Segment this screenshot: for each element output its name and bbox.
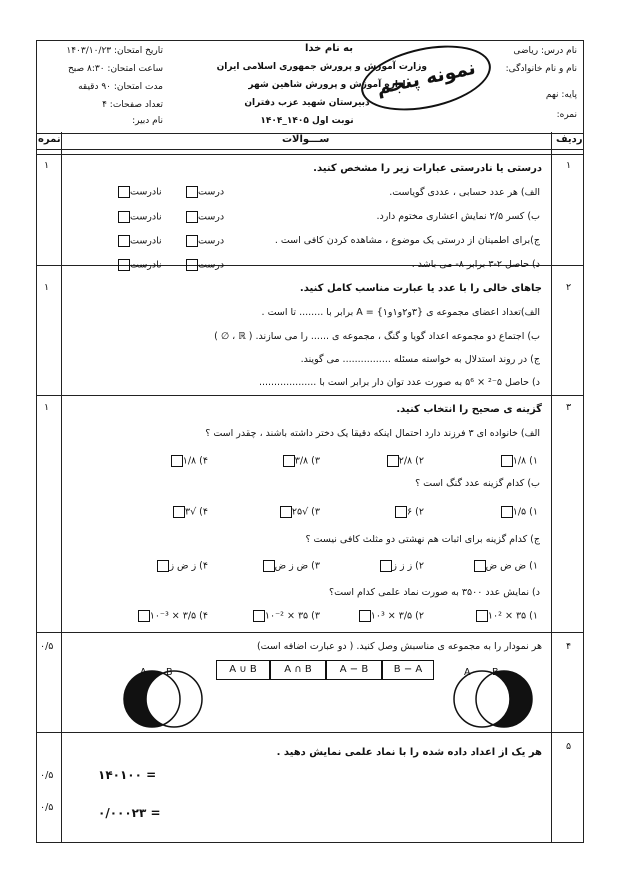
q2-item-a: الف)تعداد اعضای مجموعه ی {۳و۲و۱و۱} = A برابر با ........ تا است . <box>261 307 540 318</box>
q5-number: ۵ <box>566 741 572 752</box>
checkbox[interactable] <box>387 455 399 467</box>
q1b-false[interactable] <box>116 211 162 223</box>
ministry-name: وزارت آموزش و پرورش جمهوری اسلامی ایران <box>216 62 427 72</box>
q3-number: ۳ <box>566 402 572 413</box>
q1-item-d: د) حاصل ۲-۳ برابر ۸- می باشد . <box>411 259 540 270</box>
teacher-name-label: نام دبیر: <box>132 116 163 126</box>
q1b-true[interactable] <box>184 211 224 223</box>
checkbox[interactable] <box>280 506 292 518</box>
false-label: نادرست <box>130 235 162 247</box>
q3-score: ۱ <box>44 402 50 413</box>
option-label: ۳) ۳/۸ <box>294 455 320 467</box>
exam-date: تاریخ امتحان: ۱۴۰۳/۱۰/۲۳ <box>66 46 163 56</box>
q3c-option-4[interactable] <box>155 560 208 572</box>
false-label: نادرست <box>130 186 162 198</box>
q1-item-a: الف) هر عدد حسابی ، عددی گویاست. <box>389 187 540 198</box>
option-label: ۴) ۱/۸ <box>182 455 208 467</box>
set-union-box[interactable]: A ∪ B <box>216 660 270 680</box>
option-label: ۳) ۳۵ × ۱۰⁻² <box>264 610 320 622</box>
option-label: ۲) ۶ <box>407 506 424 518</box>
false-label: نادرست <box>130 211 162 223</box>
checkbox[interactable] <box>474 560 486 572</box>
q1-item-b: ب) کسر ۲/۵ نمایش اعشاری مختوم دارد. <box>376 211 540 222</box>
checkbox[interactable] <box>186 235 198 247</box>
bismillah: به نام خدا <box>304 43 354 54</box>
checkbox[interactable] <box>380 560 392 572</box>
q3d-option-1[interactable] <box>474 610 538 622</box>
q3c-option-2[interactable] <box>378 560 424 572</box>
q4-divider <box>37 732 583 733</box>
q3b-option-2[interactable] <box>393 506 424 518</box>
exam-session: نوبت اول ۱۴۰۵_۱۴۰۴ <box>260 116 354 126</box>
checkbox[interactable] <box>501 506 513 518</box>
set-a-minus-b-box[interactable]: A − B <box>326 660 382 680</box>
student-name-label: نام و نام خانوادگی: <box>505 64 577 74</box>
page-count: تعداد صفحات: ۴ <box>102 100 163 110</box>
q2-item-d: د) حاصل ۵⁻² × ۵⁶ به صورت عدد توان دار برابر است با ................... <box>258 377 540 388</box>
checkbox[interactable] <box>186 211 198 223</box>
venn-right-label-a: A <box>464 667 471 678</box>
exam-time: ساعت امتحان: ۸:۳۰ صبح <box>67 64 163 74</box>
checkbox[interactable] <box>138 610 150 622</box>
q1a-false[interactable] <box>116 186 162 198</box>
checkbox[interactable] <box>283 455 295 467</box>
checkbox[interactable] <box>501 455 513 467</box>
q1-item-c: ج)برای اطمینان از درستی یک موضوع ، مشاهده کردن کافی است . <box>274 235 540 246</box>
set-b-minus-a-box[interactable]: B − A <box>382 660 434 680</box>
checkbox[interactable] <box>395 506 407 518</box>
q3a-option-1[interactable] <box>499 455 538 467</box>
q3d-option-2[interactable] <box>357 610 424 622</box>
checkbox[interactable] <box>263 560 275 572</box>
checkbox[interactable] <box>476 610 488 622</box>
q4-number: ۴ <box>566 641 572 652</box>
checkbox[interactable] <box>157 560 169 572</box>
row-column-divider <box>551 132 552 842</box>
q1-title: درستی یا نادرستی عبارات زیر را مشخص کنید. <box>313 163 542 174</box>
q1-score: ۱ <box>44 160 50 171</box>
q1d-true[interactable] <box>184 259 224 271</box>
school-name: دبیرستان شهید عزب دفتران <box>244 98 370 108</box>
q3b-option-4[interactable] <box>171 506 208 518</box>
true-label: درست <box>198 235 225 247</box>
q2-score: ۱ <box>44 282 50 293</box>
option-label: ۲) ۳/۵ × ۱۰³ <box>370 610 424 622</box>
exam-header <box>36 40 584 134</box>
checkbox[interactable] <box>118 186 130 198</box>
checkbox[interactable] <box>118 235 130 247</box>
q3c-option-3[interactable] <box>261 560 320 572</box>
q5-score-2: ۰/۵ <box>40 802 54 813</box>
header-row-divider <box>37 149 583 150</box>
q3d-stem: د) نمایش عدد ۳۵۰۰ به صورت نماد علمی کدام است؟ <box>329 587 540 598</box>
grade-label: پایه: نهم <box>545 90 577 100</box>
true-label: درست <box>198 211 225 223</box>
q3a-option-3[interactable] <box>281 455 320 467</box>
set-intersection-box[interactable]: A ∩ B <box>270 660 326 680</box>
option-label: ۱) ۳۵ × ۱۰² <box>487 610 538 622</box>
checkbox[interactable] <box>118 211 130 223</box>
stamp-text: نمونه پنجم <box>374 56 478 100</box>
option-label: ۱) ض ض ض <box>485 560 538 572</box>
checkbox[interactable] <box>359 610 371 622</box>
checkbox[interactable] <box>186 186 198 198</box>
q5-number-1: ۱۴۰۱۰۰ = <box>98 768 157 782</box>
q1c-false[interactable] <box>116 235 162 247</box>
option-label: ۴) ز ض ز <box>169 560 208 572</box>
q3d-option-3[interactable] <box>251 610 320 622</box>
q2-title: جاهای خالی را با عدد یا عبارت مناسب کامل کنید. <box>299 283 542 294</box>
q4-title: هر نمودار را به مجموعه ی مناسبش وصل کنید. ( دو عبارت اضافه است) <box>256 641 542 652</box>
col-question-header: ســـوالات <box>282 134 330 145</box>
venn-left-label-a: A <box>140 667 147 678</box>
q5-score-1: ۰/۵ <box>40 770 54 781</box>
q3-title: گزینه ی صحیح را انتخاب کنید. <box>396 404 542 415</box>
true-label: درست <box>198 186 225 198</box>
venn-left-label-b: B <box>166 667 173 678</box>
checkbox[interactable] <box>253 610 265 622</box>
q2-divider <box>37 395 583 396</box>
score-column-divider <box>61 132 62 842</box>
checkbox[interactable] <box>118 259 130 271</box>
q3b-option-3[interactable] <box>278 506 320 518</box>
q2-item-b: ب) اجتماع دو مجموعه اعداد گویا و گنگ ، مجموعه ی ...... را می سازند. ( ℝ ، ∅ ) <box>214 331 540 342</box>
venn-right-label-b: B <box>492 667 499 678</box>
exam-duration: مدت امتحان: ۹۰ دقیقه <box>78 82 163 92</box>
false-label: نادرست <box>130 259 162 271</box>
q3b-stem: ب) کدام گزینه عدد گنگ است ؟ <box>415 478 540 489</box>
q1-number: ۱ <box>566 160 572 171</box>
education-office: اداره آموزش و پرورش شاهین شهر <box>248 80 406 90</box>
checkbox[interactable] <box>186 259 198 271</box>
option-label: ۱) ۱/۵ <box>512 506 538 518</box>
true-label: درست <box>198 259 225 271</box>
q3-divider <box>37 632 583 633</box>
checkbox[interactable] <box>173 506 185 518</box>
q3b-option-1[interactable] <box>499 506 538 518</box>
q3c-stem: ج) کدام گزینه برای اثبات هم نهشتی دو مثلث کافی نیست ؟ <box>305 534 540 545</box>
q1d-false[interactable] <box>116 259 162 271</box>
option-label: ۲) ۲/۸ <box>398 455 424 467</box>
q3a-option-4[interactable] <box>169 455 208 467</box>
venn-diagram-left[interactable] <box>118 665 208 729</box>
option-label: ۴) √۳ <box>185 506 208 518</box>
option-label: ۳) ض ز ض <box>274 560 320 572</box>
option-label: ۴) ۳/۵ × ۱۰⁻³ <box>149 610 208 622</box>
option-label: ۱) ۱/۸ <box>512 455 538 467</box>
q3a-option-2[interactable] <box>385 455 424 467</box>
q2-item-c: ج) در روند استدلال به خواسته مسئله ................ می گویند. <box>300 354 540 365</box>
q3a-stem: الف) خانواده ای ۳ فرزند دارد احتمال اینکه دقیقا یک دختر داشته باشند ، چقدر است ؟ <box>205 428 540 439</box>
col-score-header: نمره <box>38 134 61 145</box>
q1c-true[interactable] <box>184 235 224 247</box>
header-row-divider-2 <box>37 154 583 155</box>
q1a-true[interactable] <box>184 186 224 198</box>
checkbox[interactable] <box>171 455 183 467</box>
course-name: نام درس: ریاضی <box>513 46 577 56</box>
q4-score: ۰/۵ <box>40 641 54 652</box>
option-label: ۲) ز ز ز <box>392 560 424 572</box>
q5-title: هر یک از اعداد داده شده را با نماد علمی نمایش دهید . <box>276 747 542 758</box>
q5-number-2: ۰/۰۰۰۲۳ = <box>98 806 161 820</box>
option-label: ۳) √۲۵ <box>291 506 320 518</box>
q2-number: ۲ <box>566 282 572 293</box>
col-row-header: ردیف <box>556 134 583 145</box>
score-label: نمره: <box>556 110 577 120</box>
q3c-option-1[interactable] <box>472 560 538 572</box>
q3d-option-4[interactable] <box>136 610 208 622</box>
